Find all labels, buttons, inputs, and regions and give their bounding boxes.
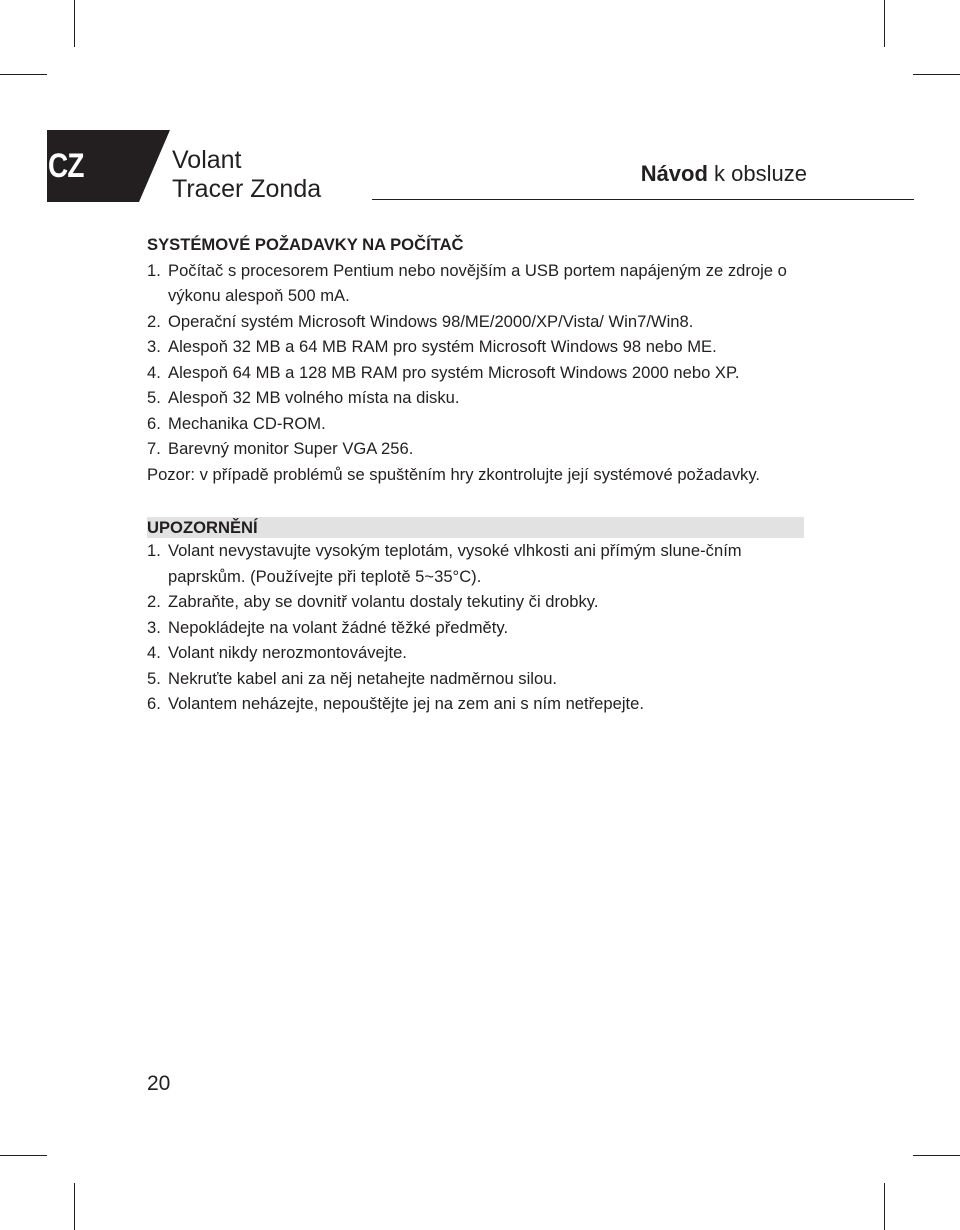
- crop-mark: [74, 1183, 75, 1230]
- list-item-number: 1.: [147, 541, 161, 560]
- list-item: [147, 666, 807, 692]
- document-title-rest: k obsluze: [707, 161, 807, 186]
- crop-mark: [0, 1155, 47, 1156]
- list-item: [147, 258, 807, 309]
- list-item: [147, 385, 807, 411]
- list-item-text: Mechanika CD-ROM.: [168, 413, 326, 433]
- list-item-text: Operační systém Microsoft Windows 98/ME/2000/XP/Vista/ Win7/Win8.: [168, 311, 694, 331]
- list-item-text: Volantem neházejte, nepouštějte jej na zem ani s ním netřepejte.: [168, 694, 644, 713]
- header-rule: [372, 199, 914, 200]
- list-item: [147, 309, 807, 335]
- list-item-text: Barevný monitor Super VGA 256.: [168, 439, 414, 458]
- list-item-number: 7.: [147, 439, 161, 458]
- list-item-number: 3.: [147, 617, 161, 637]
- warnings-heading: UPOZORNĚNÍ: [147, 517, 804, 538]
- list-item-text: Nepokládejte na volant žádné těžké předměty.: [168, 617, 509, 637]
- crop-mark: [74, 0, 75, 47]
- list-item-text: Alespoň 64 MB a 128 MB RAM pro systém Microsoft Windows 2000 nebo XP.: [168, 362, 740, 382]
- list-item-number: 5.: [147, 388, 161, 407]
- list-item-number: 6.: [147, 694, 161, 713]
- product-name-line2: Tracer Zonda: [172, 175, 322, 203]
- crop-mark: [884, 0, 885, 47]
- list-item-number: 4.: [147, 643, 161, 662]
- requirements-note: Pozor: v případě problémů se spuštěním hry zkontrolujte její systémové požadavky.: [147, 464, 761, 484]
- list-item-text: Počítač s procesorem Pentium nebo novějším a USB portem napájeným ze zdroje o výkonu alespoň 500 mA.: [168, 260, 787, 305]
- list-item-text: Zabraňte, aby se dovnitř volantu dostaly tekutiny či drobky.: [168, 592, 599, 611]
- list-item: [147, 436, 807, 462]
- list-item-number: 3.: [147, 337, 161, 356]
- crop-mark: [913, 1155, 960, 1156]
- crop-mark: [913, 74, 960, 75]
- list-item-number: 1.: [147, 260, 161, 280]
- warnings-list: [147, 538, 807, 717]
- list-item-text: Nekruťte kabel ani za něj netahejte nadměrnou silou.: [168, 668, 558, 688]
- document-title: [641, 160, 807, 188]
- product-name: [172, 146, 321, 204]
- list-item-text: Alespoň 32 MB volného místa na disku.: [168, 388, 460, 407]
- list-item-number: 6.: [147, 413, 161, 433]
- list-item: [147, 589, 807, 615]
- list-item: [147, 691, 807, 717]
- document-title-bold: Návod: [640, 161, 708, 186]
- list-item: [147, 411, 807, 437]
- product-name-line1: Volant: [172, 146, 242, 174]
- page-number: 20: [147, 1072, 171, 1095]
- list-item-text: Volant nevystavujte vysokým teplotám, vysoké vlhkosti ani přímým slune-čním paprskům. (Používejte při teplotě 5~35°C).: [168, 541, 742, 586]
- requirements-list: [147, 258, 807, 462]
- list-item-number: 4.: [147, 362, 161, 382]
- page-content: [147, 232, 807, 717]
- list-item: [147, 334, 807, 360]
- list-item: [147, 615, 807, 641]
- list-item: [147, 640, 807, 666]
- list-item: [147, 538, 807, 589]
- language-code: CZ: [48, 147, 84, 185]
- crop-mark: [884, 1183, 885, 1230]
- section-gap: [147, 487, 807, 517]
- list-item-text: Alespoň 32 MB a 64 MB RAM pro systém Microsoft Windows 98 nebo ME.: [168, 337, 717, 356]
- list-item-number: 2.: [147, 311, 161, 331]
- list-item: [147, 360, 807, 386]
- requirements-heading: SYSTÉMOVÉ POŽADAVKY NA POČÍTAČ: [147, 235, 464, 254]
- list-item-number: 2.: [147, 592, 161, 611]
- list-item-text: Volant nikdy nerozmontovávejte.: [168, 643, 407, 662]
- list-item-number: 5.: [147, 668, 161, 688]
- crop-mark: [0, 74, 47, 75]
